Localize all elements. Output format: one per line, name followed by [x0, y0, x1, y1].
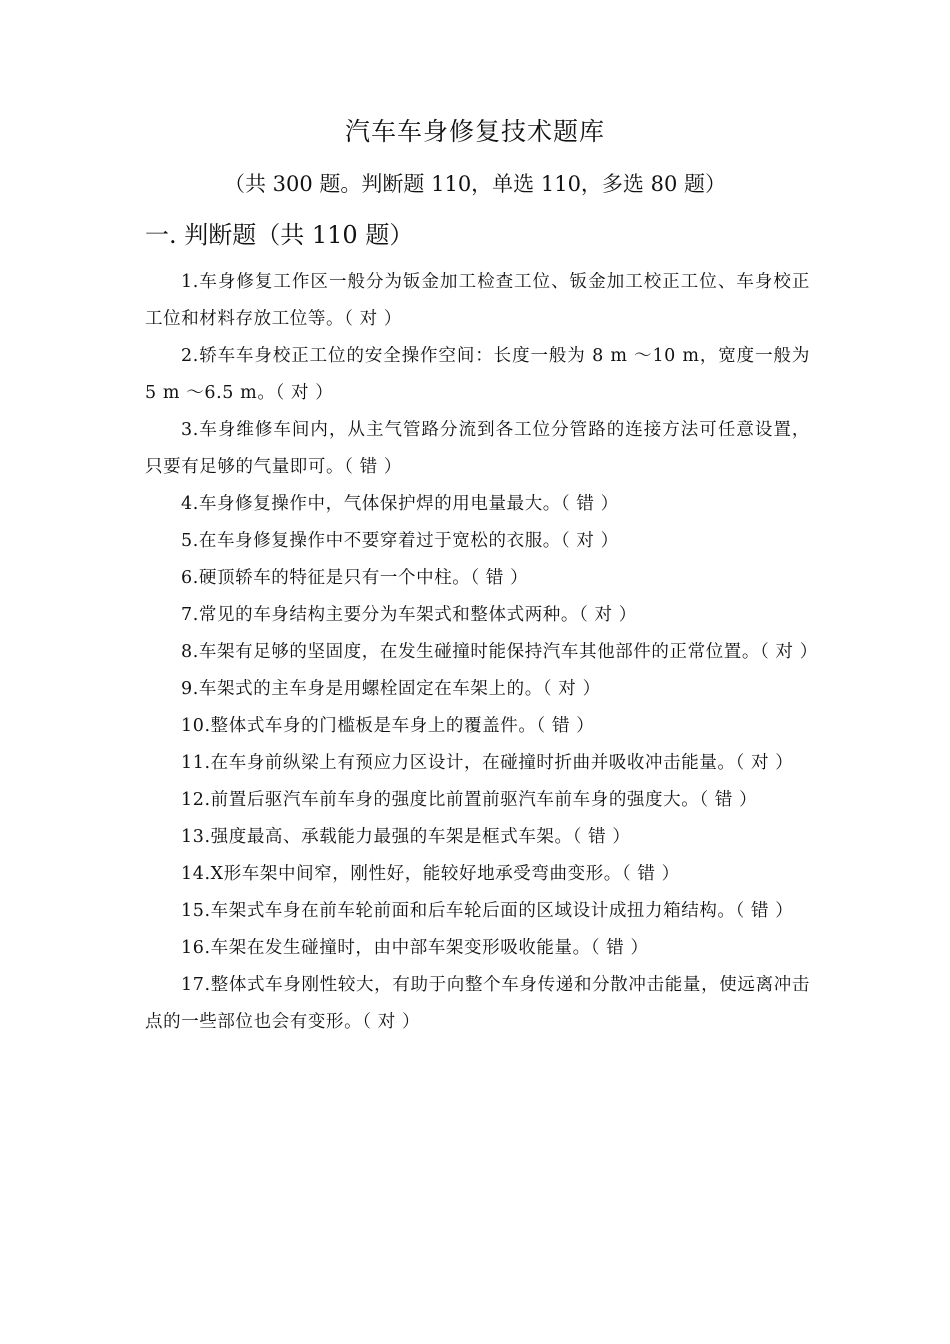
question-text: 16.车架在发生碰撞时，由中部车架变形吸收能量。（ 错 ）: [181, 938, 649, 958]
question-item: [145, 708, 810, 745]
question-item: [145, 930, 810, 967]
question-item: [145, 671, 810, 708]
question-text: 2.轿车车身校正工位的安全操作空间：长度一般为 8 m ～10 m，宽度一般为 5 m ～6.5 m。（ 对 ）: [145, 346, 810, 403]
question-item: [145, 264, 810, 338]
question-text: 7.常见的车身结构主要分为车架式和整体式两种。（ 对 ）: [181, 605, 637, 625]
question-text: 12.前置后驱汽车前车身的强度比前置前驱汽车前车身的强度大。（ 错 ）: [181, 790, 758, 810]
question-text: 4.车身修复操作中，气体保护焊的用电量最大。（ 错 ）: [181, 494, 619, 514]
question-list: [145, 264, 818, 1041]
question-text: 1.车身修复工作区一般分为钣金加工检查工位、钣金加工校正工位、车身校正工位和材料存放工位等。（ 对 ）: [145, 272, 810, 329]
question-item: [145, 634, 818, 671]
question-text: 9.车架式的主车身是用螺栓固定在车架上的。（ 对 ）: [181, 679, 601, 699]
question-item: [145, 338, 810, 412]
question-text: 15.车架式车身在前车轮前面和后车轮后面的区域设计成扭力箱结构。（ 错 ）: [181, 901, 794, 921]
question-item: [145, 523, 810, 560]
question-text: 6.硬顶轿车的特征是只有一个中柱。（ 错 ）: [181, 568, 529, 588]
question-text: 13.强度最高、承载能力最强的车架是框式车架。（ 错 ）: [181, 827, 631, 847]
question-text: 3.车身维修车间内，从主气管路分流到各工位分管路的连接方法可任意设置，只要有足够的气量即可。（ 错 ）: [145, 420, 810, 477]
question-text: 8.车架有足够的坚固度，在发生碰撞时能保持汽车其他部件的正常位置。（ 对 ）: [181, 642, 818, 662]
question-item: [145, 782, 810, 819]
question-item: [145, 856, 810, 893]
section-heading: 一. 判断题（共 110 题）: [145, 221, 414, 249]
question-item: [145, 560, 810, 597]
question-item: [145, 893, 810, 930]
question-item: [145, 745, 810, 782]
question-item: [145, 967, 810, 1041]
question-text: 10.整体式车身的门槛板是车身上的覆盖件。（ 错 ）: [181, 716, 595, 736]
question-item: [145, 819, 810, 856]
question-text: 5.在车身修复操作中不要穿着过于宽松的衣服。（ 对 ）: [181, 531, 619, 551]
question-text: 14.X形车架中间窄，刚性好，能较好地承受弯曲变形。（ 错 ）: [181, 864, 680, 884]
question-item: [145, 486, 810, 523]
question-text: 11.在车身前纵梁上有预应力区设计，在碰撞时折曲并吸收冲击能量。（ 对 ）: [181, 753, 794, 773]
question-item: [145, 412, 810, 486]
document-title: 汽车车身修复技术题库: [344, 117, 605, 146]
question-item: [145, 597, 810, 634]
document-subtitle: （共 300 题。判断题 110，单选 110，多选 80 题）: [223, 172, 727, 196]
question-text: 17.整体式车身刚性较大，有助于向整个车身传递和分散冲击能量，使远离冲击点的一些部位也会有变形。（ 对 ）: [145, 975, 810, 1032]
